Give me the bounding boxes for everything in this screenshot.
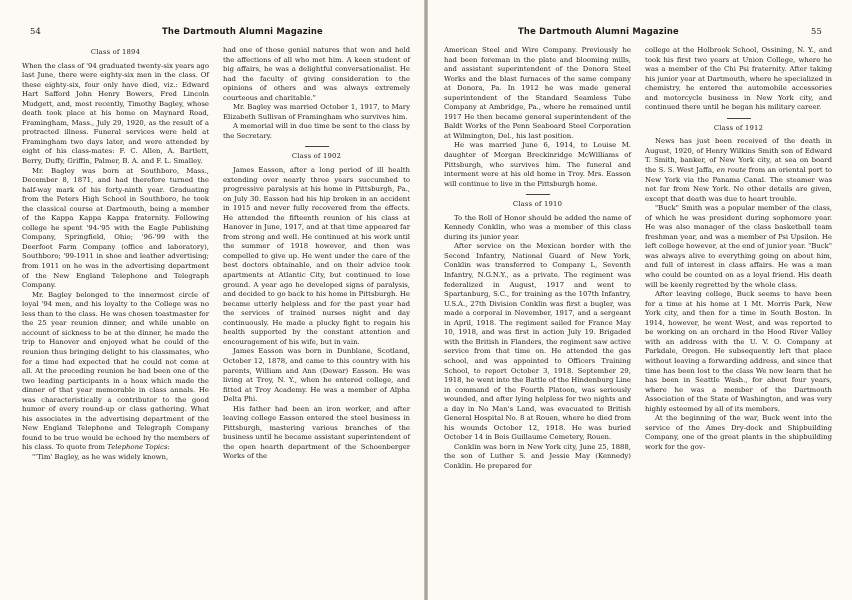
paragraph: He was married June 6, 1914, to Louise M. daughter of Morgan Breckinridge McWilliams of Pittsburgh, who survives him. The funeral and interment were at his old home in Troy. Mrs. Easson will continue to live in the Pittsburgh home. — [444, 141, 631, 188]
paragraph: His father had been an iron worker, and after leaving college Easson entered the steel business in Pittsburgh, mastering various branches of the business until he became assistant superintendent of the open hearth department of the Schoenberger Works of the — [223, 404, 410, 461]
paragraph: Mr. Bagley was born at Southboro, Mass., December 8, 1871, and had therefore turned the half-way mark of his forty-ninth year. Graduating from the Peters High School in Southboro, he took the classical course at Dartmouth, being a member of the Kappa Kappa Kappa fraternity. Following college he spent '94-'95 with the Eagle Publishing Company, Springfield, Ohio; '96-'99 with the Deerfoot Farm Company (office and laboratory), Southboro; '99-1911 in shoe and leather advertising; from 1911 on he was in the advertising department of the New England Telephone and Telegraph Company. — [22, 166, 209, 290]
paragraph: When the class of '94 graduated twenty-six years ago last June, there were eighty-six men in the class. Of these eighty-six, four only have died, viz.: Edward Hart Safford John Henry Bowers, Fred Lincoln Mudgett, and, most recently, Timothy Bagley, whose death took place at his home on Maynard Road, Framingham, Mass., July 29, 1920, as the result of a protracted illness. Funeral services were held at Framingham two days later, and were attended by eight of his class-mates: F. C. Allen, A. Bartlett, Berry, Duffy, Griffin, Palmer, B. A. and F. L. Smalley. — [22, 61, 209, 166]
en-route-italic: en route — [716, 166, 747, 175]
paragraph: To the Roll of Honor should be added the name of Kennedy Conklin, who was a member of this class during its junior year. — [444, 213, 631, 241]
paragraph — [645, 137, 832, 204]
paragraph: had one of those genial natures that won and held the affections of all who met him. A keen student of big affairs, he was a delightful conversationalist. He had the faculty of giving consideration to the opinions of others and was always extremely courteous and charitable." — [223, 46, 410, 102]
paragraph — [22, 291, 209, 453]
section-divider — [305, 146, 329, 147]
paragraph: At the beginning of the war, Buck went into the service of the Ames Dry-dock and Shipbuilding Company, one of the great plants in the shipbuilding work for the gov- — [645, 414, 832, 451]
right-column-2 — [645, 46, 832, 452]
paragraph-text: Mr. Bagley belonged to the innermost circle of loyal '94 men, and his loyalty to the College was no less than to the class. He was chosen toastmaster for the 25 year reunion dinner, and while unable on account of sickness to be at the dinner, he made the trip to Hanover and enjoyed what he could of the reunion thus bringing delight to his classmates, who for a time had expected that he could not come at all. At the preceding reunion he had been one of the two leading participants in a hoax which made the dinner of that year memorable in class annals. He was characteristically a contributor to the good humor of every round-up or class gathering. What his associates in the advertising department of the New England Telephone and Telegraph Company found to be true would be echoed by the members of his class. To quote from — [22, 290, 209, 452]
paragraph: Mr. Bagley was married October 1, 1917, to Mary Elizabeth Sullivan of Framingham who survives him. — [223, 103, 410, 121]
left-running-head — [22, 26, 410, 40]
right-running-title: The Dartmouth Alumni Magazine — [518, 26, 679, 36]
telephone-topics-title: Telephone Topics — [107, 443, 168, 452]
paragraph-text: News has just been received of the death in August, 1920, of Henry Wilkins Smith son of Edward T. Smith, banker, of New York city, at sea on board the S. S. West Jaffa, — [645, 137, 832, 175]
paragraph: college at the Holbrook School, Ossining, N. Y., and took his first two years at Union College, where he was a member of the Chi Psi fraternity. After taking his junior year at Dartmouth, where he specialized in chemistry, he entered the automobile accessories and motorcycle business in New York city, and continued there until he began his military career. — [645, 46, 832, 112]
section-divider — [526, 194, 550, 195]
class-of-1910-heading: Class of 1910 — [512, 200, 563, 209]
right-page — [428, 0, 852, 600]
left-page-number: 54 — [30, 26, 42, 36]
paragraph: A memorial will in due time be sent to the class by the Secretary. — [223, 122, 410, 140]
left-page — [0, 0, 424, 600]
right-page-number: 55 — [810, 26, 822, 36]
section-divider — [727, 118, 751, 119]
paragraph: American Steel and Wire Company. Previously he had been foreman in the plate and blooming mills, and assistant superintendent of the Donora Steel Works and the blast furnaces of the same company at Donora, Pa. In 1912 he was made general superintendent of the Standard Seamless Tube Company at Ambridge, Pa., where he remained until 1917 He then became general superintendent of the Baldt Works of the Penn Seaboard Steel Corporation at Wilmington, Del., his last position. — [444, 46, 631, 140]
right-running-head — [444, 26, 830, 40]
paragraph: After leaving college, Buck seems to have been for a time at his home at 1 Mt. Morris Park, New York city, and then for a time in South Boston. In 1914, however, he went West, and was reported to be working on an orchard in the Hood River Valley with an address with the U. V. O. Company at Parkdale, Oregon. He subsequently left that place without leaving a forwarding address, and since that time has been lost to the class We now learn that he has been in Seattle Wash., for about four years, where he was a member of the Dartmouth Association of the State of Washington, and was very highly esteemed by all of its members. — [645, 290, 832, 413]
paragraph: Conklin was born in New York city, June 25, 1888, the son of Luther S. and Jessie May (Kennedy) Conklin. He prepared for — [444, 442, 631, 470]
paragraph: After service on the Mexican border with the Second Infantry, National Guard of New York, Conklin was transferred to Company L, Seventh Infantry, N.G.N.Y., as a private. The regiment was federalized in August, 1917 and went to Spartanburg, S.C., for training as the 107th Infantry, U.S.A., 27th Division Conklin was first a bugler, was made a corporal in November, 1917, and a sergeant in April, 1918. The regiment sailed for France May 10, 1918, and was first in action July 19. Brigaded with the British in Flanders, the regiment saw active service from that time on. He attended the gas school, and was appointed to Officers Training School, to report October 3, 1918. September 29, 1918, he went into the Battle of the Hindenburg Line in command of the Fourth Platoon, was seriously wounded, and after lying helpless for two nights and a day in No Man's Land, was evacuated to British General Hospital No. 8 at Rouen, where he died from his wounds October 12, 1918. He was buried October 14 in Bois Guillaume Cemetery, Rouen. — [444, 242, 631, 442]
left-column-2 — [223, 46, 410, 462]
class-of-1902-heading: Class of 1902 — [291, 152, 342, 161]
paragraph: James Easson, after a long period of ill health extending over nearly three years succumbed to progressive paralysis at his home in Pittsburgh, Pa., on July 30. Easson had his hip broken in an accident in 1915 and never fully recovered from the effects. He attended the fifteenth reunion of his class at Hanover in June, 1917, and at that time appeared far from strong and well. He continued at his work until the summer of 1918 however, and then was compelled to give up. He went under the care of the best doctors obtainable, and on their advice took apartments at Atlantic City, but continued to lose ground. A year ago he developed signs of paralysis, and decided to go back to his home in Pittsburgh. He became utterly helpless and for the past year had the services of trained nurses night and day continuously. He made a plucky fight to regain his health supported by the constant attention and encouragement of his wife, but in vain. — [223, 166, 410, 346]
paragraph: "Buck" Smith was a popular member of the class, of which he was president during sophomore year. He was also manager of the class basketball team freshman year, and was a member of Psi Upsilon. He left college however, at the end of junior year. "Buck" was always alive to everything going on about him, and full of interest in class affairs. He was a man who could be counted on as a loyal friend. His death will be keenly regretted by the whole class. — [645, 204, 832, 289]
paragraph: James Easson was born in Dunblane, Scotland, October 12, 1878, and came to this country with his parents, William and Ann (Dewar) Easson. He was living at Troy, N. Y., when he entered college, and fitted at Troy Academy. He was a member of Alpha Delta Phi. — [223, 347, 410, 404]
colon: : — [167, 443, 170, 452]
left-column-1 — [22, 46, 209, 463]
class-of-1912-heading: Class of 1912 — [713, 123, 764, 132]
paragraph: "'Tim' Bagley, as he was widely known, — [32, 452, 169, 461]
left-running-title: The Dartmouth Alumni Magazine — [162, 26, 323, 36]
right-column-1 — [444, 46, 631, 472]
paragraph-text: from an oriental port to New York via the Panama Canal. The steamer was not far from New York. No other details are given, except that death was due to heart trouble. — [645, 166, 832, 203]
class-of-1894-heading: Class of 1894 — [90, 48, 141, 56]
